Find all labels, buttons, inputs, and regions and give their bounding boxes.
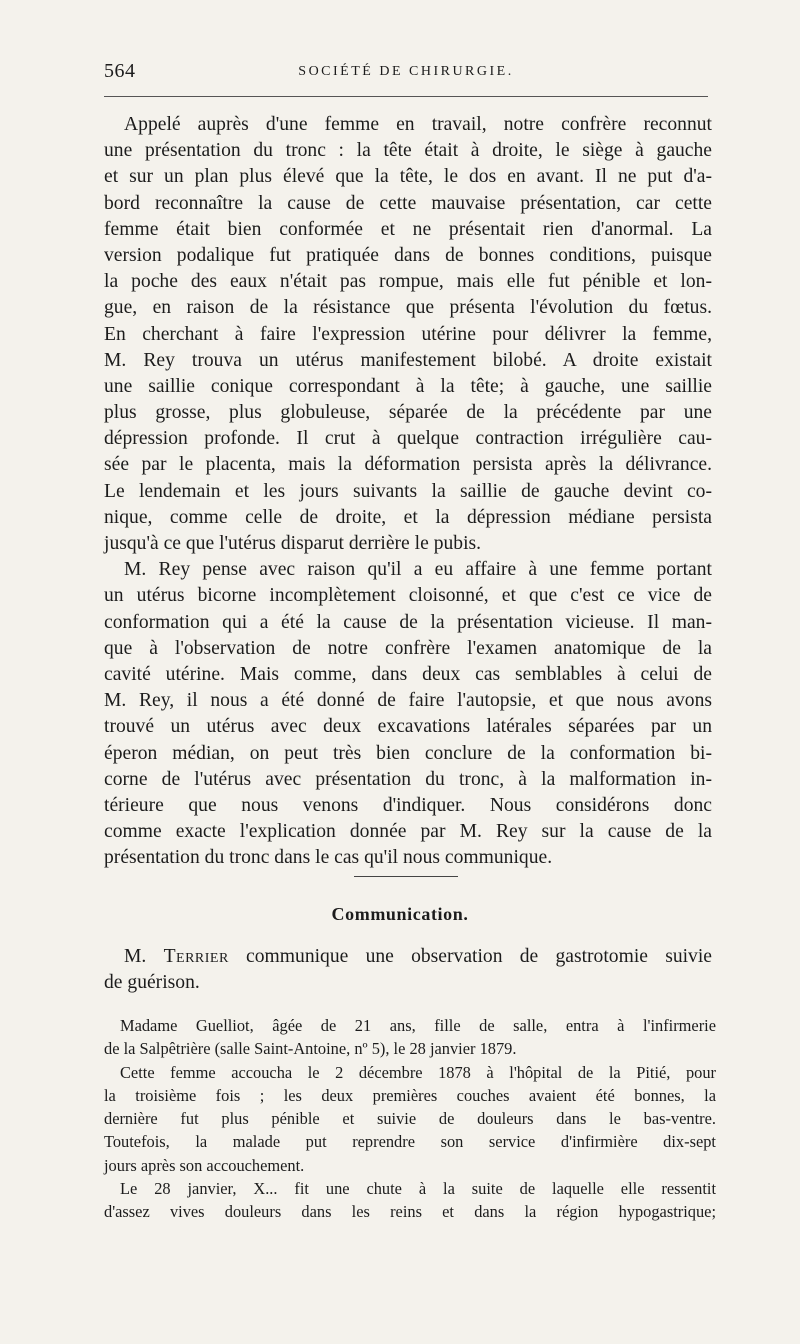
- text-line: la poche des eaux n'était pas rompue, mais elle fut pénible et lon-: [104, 271, 712, 293]
- text-line: de la Salpêtrière (salle Saint-Antoine, nº 5), le 28 janvier 1879.: [104, 1039, 517, 1059]
- text-line: Le 28 janvier, X... fit une chute à la suite de laquelle elle ressentit: [120, 1179, 716, 1199]
- communication-intro: [104, 944, 712, 996]
- text-line: gue, en raison de la résistance que présenta l'évolution du fœtus.: [104, 297, 712, 319]
- intro-prefix: M.: [124, 946, 164, 967]
- author-name: Terrier: [163, 946, 229, 967]
- text-line: Le lendemain et les jours suivants la saillie de gauche devint co-: [104, 480, 712, 502]
- text-line: jours après son accouchement.: [104, 1155, 305, 1175]
- text-line: trouvé un utérus avec deux excavations latérales séparées par un: [104, 716, 712, 738]
- section-heading: Communication.: [331, 904, 469, 924]
- text-line: Madame Guelliot, âgée de 21 ans, fille de salle, entra à l'infirmerie: [120, 1016, 716, 1035]
- text-line: une saillie conique correspondant à la tête; à gauche, une saillie: [104, 375, 712, 397]
- text-line: cavité utérine. Mais comme, dans deux cas semblables à celui de: [104, 663, 712, 685]
- text-line: de guérison.: [104, 972, 200, 994]
- text-line: jusqu'à ce que l'utérus disparut derrière le pubis.: [104, 533, 482, 554]
- text-line: une présentation du tronc : la tête était à droite, le siège à gauche: [104, 140, 712, 162]
- running-title: SOCIÉTÉ DE CHIRURGIE.: [298, 64, 514, 79]
- text-line: plus grosse, plus globuleuse, séparée de la précédente par une: [104, 402, 712, 424]
- section-divider: [354, 876, 458, 877]
- text-line: Appelé auprès d'une femme en travail, notre confrère reconnut: [124, 114, 712, 135]
- text-line: d'assez vives douleurs dans les reins et dans la région hypogastrique;: [104, 1202, 716, 1222]
- intro-text: communique une observation de gastrotomie suivie: [228, 946, 712, 967]
- text-line: la troisième fois ; les deux premières couches avaient été bonnes, la: [104, 1085, 716, 1105]
- page-number: 564: [104, 60, 136, 82]
- text-line: dernière fut plus pénible et suivie de douleurs dans le bas-ventre.: [104, 1109, 716, 1129]
- text-line: version podalique fut pratiquée dans de bonnes conditions, puisque: [104, 244, 712, 266]
- text-line: conformation qui a été la cause de la présentation vicieuse. Il man-: [104, 611, 712, 633]
- text-line: M. Rey pense avec raison qu'il a eu affaire à une femme portant: [124, 559, 712, 581]
- text-line: Cette femme accoucha le 2 décembre 1878 à l'hôpital de la Pitié, pour: [120, 1062, 716, 1082]
- header-rule: [104, 96, 708, 97]
- text-line: femme était bien conformée et ne présentait rien d'anormal. La: [104, 218, 712, 240]
- text-line: M. Rey, il nous a été donné de faire l'autopsie, et que nous avons: [104, 690, 712, 712]
- text-line: térieure que nous venons d'indiquer. Nous considérons donc: [104, 794, 712, 816]
- text-line: et sur un plan plus élevé que la tête, le dos en avant. Il ne put d'a-: [104, 166, 712, 188]
- text-line: comme exacte l'explication donnée par M. Rey sur la cause de la: [104, 821, 712, 843]
- text-line: bord reconnaître la cause de cette mauvaise présentation, car cette: [104, 192, 712, 214]
- text-line: [104, 944, 712, 970]
- text-line: un utérus bicorne incomplètement cloisonné, et que c'est ce vice de: [104, 585, 712, 607]
- observation-text: [104, 1014, 716, 1224]
- text-line: En cherchant à faire l'expression utérine pour délivrer la femme,: [104, 323, 712, 345]
- text-line: sée par le placenta, mais la déformation persista après la délivrance.: [104, 454, 712, 476]
- text-line: que à l'observation de notre confrère l'examen anatomique de la: [104, 637, 712, 659]
- text-line: corne de l'utérus avec présentation du tronc, à la malformation in-: [104, 768, 712, 790]
- page-header: [104, 60, 708, 90]
- text-line: présentation du tronc dans le cas qu'il nous communique.: [104, 847, 553, 869]
- text-line: Toutefois, la malade put reprendre son service d'infirmière dix-sept: [104, 1132, 716, 1152]
- text-line: dépression profonde. Il crut à quelque contraction irrégulière cau-: [104, 428, 712, 450]
- report-text: [104, 112, 712, 871]
- text-line: éperon médian, on peut très bien conclure de la conformation bi-: [104, 742, 712, 764]
- text-line: M. Rey trouva un utérus manifestement bilobé. A droite existait: [104, 349, 712, 371]
- text-line: nique, comme celle de droite, et la dépression médiane persista: [104, 506, 712, 528]
